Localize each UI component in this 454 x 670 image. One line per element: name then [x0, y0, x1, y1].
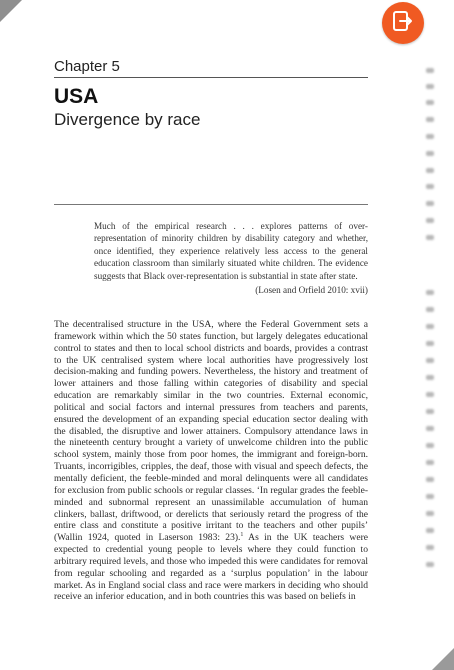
- body-text-after-note: As in the UK teachers were expected to credential young people to levels where they could function to arbitrary required levels, and those who impeded this were candidates for removal from regular schooling and regarded as a ‘surplus population’ in the labour market. As in England social class and race were markers in deciding who should receive an inferior education, and in both countries this was based on beliefs in: [54, 532, 368, 603]
- side-mark: [426, 409, 434, 414]
- chapter-label: Chapter 5: [54, 58, 120, 75]
- side-mark: [426, 218, 434, 223]
- side-mark: [426, 151, 434, 156]
- page-corner-top-left-icon: [0, 0, 22, 22]
- side-mark: [426, 358, 434, 363]
- side-mark: [426, 392, 434, 397]
- side-mark: [426, 117, 434, 122]
- side-mark: [426, 443, 434, 448]
- chapter-title: USA: [54, 85, 99, 108]
- reader-export-icon: [392, 11, 414, 35]
- chapter-rule-top: [54, 77, 368, 78]
- side-mark: [426, 477, 434, 482]
- side-mark: [426, 290, 434, 295]
- page-corner-bottom-right-icon: [432, 648, 454, 670]
- side-mark: [426, 460, 434, 465]
- chapter-rule-divider: [54, 204, 368, 205]
- side-mark: [426, 307, 434, 312]
- side-mark: [426, 201, 434, 206]
- body-text-before-note: The decentralised structure in the USA, where the Federal Government sets a framework within which the 50 states function, but largely delegates educational control to states and then to local school districts and boards, provides a contrast to the UK centralised system where local authorities have progressively lost decision-making and funding powers. Nevertheless, the history and treatment of lower attainers and those falling within categories of disability and special education are remarkably similar in the two countries. External economic, political and social factors and internal pressures from teachers and parents, ensured the development of an expanding special education sector dealing with the disabled, the disruptive and lower attainers. Compulsory attendance laws in the nineteenth century brought a variety of unwelcome children into the public school system, mainly those from poor homes, the immigrant and foreign-born. Truants, incorrigibles, cripples, the deaf, those with visual and speech defects, the mentally deficient, the feeble-minded and moral delinquents were all candidates for exclusion from public schools or regular classes. ‘In regular grades the feeble-minded and subnormal represent an unassimilable accumulation of human clinkers, ballast, driftwood, or derelicts that seriously retard the progress of the entire class and constitute a positive irritant to the teachers and other pupils’ (Wallin 1924, quoted in Laserson 1983: 23).: [54, 319, 368, 544]
- chapter-subtitle: Divergence by race: [54, 110, 201, 129]
- side-mark: [426, 324, 434, 329]
- side-mark: [426, 375, 434, 380]
- side-mark: [426, 184, 434, 189]
- side-mark: [426, 68, 434, 73]
- side-mark: [426, 426, 434, 431]
- side-mark: [426, 84, 434, 89]
- epigraph-quote: Much of the empirical research . . . explores patterns of over-representation of minority children by disability category and whether, once identified, they experience relatively less access to the general education classroom than similarly situated white children. The evidence suggests that Black over-representation is substantial in state after state.: [94, 221, 368, 281]
- side-mark: [426, 511, 434, 516]
- footnote-reference[interactable]: 1: [240, 532, 244, 539]
- epigraph-source: (Losen and Orfield 2010: xvii): [255, 285, 368, 295]
- side-mark: [426, 494, 434, 499]
- side-thumbnail-strip: [426, 60, 450, 580]
- side-mark: [426, 341, 434, 346]
- body-paragraph: [54, 319, 368, 603]
- side-mark: [426, 562, 434, 567]
- side-mark: [426, 545, 434, 550]
- side-mark: [426, 235, 434, 240]
- side-mark: [426, 100, 434, 105]
- reader-action-button[interactable]: [382, 2, 424, 44]
- side-mark: [426, 134, 434, 139]
- side-mark: [426, 168, 434, 173]
- side-mark: [426, 528, 434, 533]
